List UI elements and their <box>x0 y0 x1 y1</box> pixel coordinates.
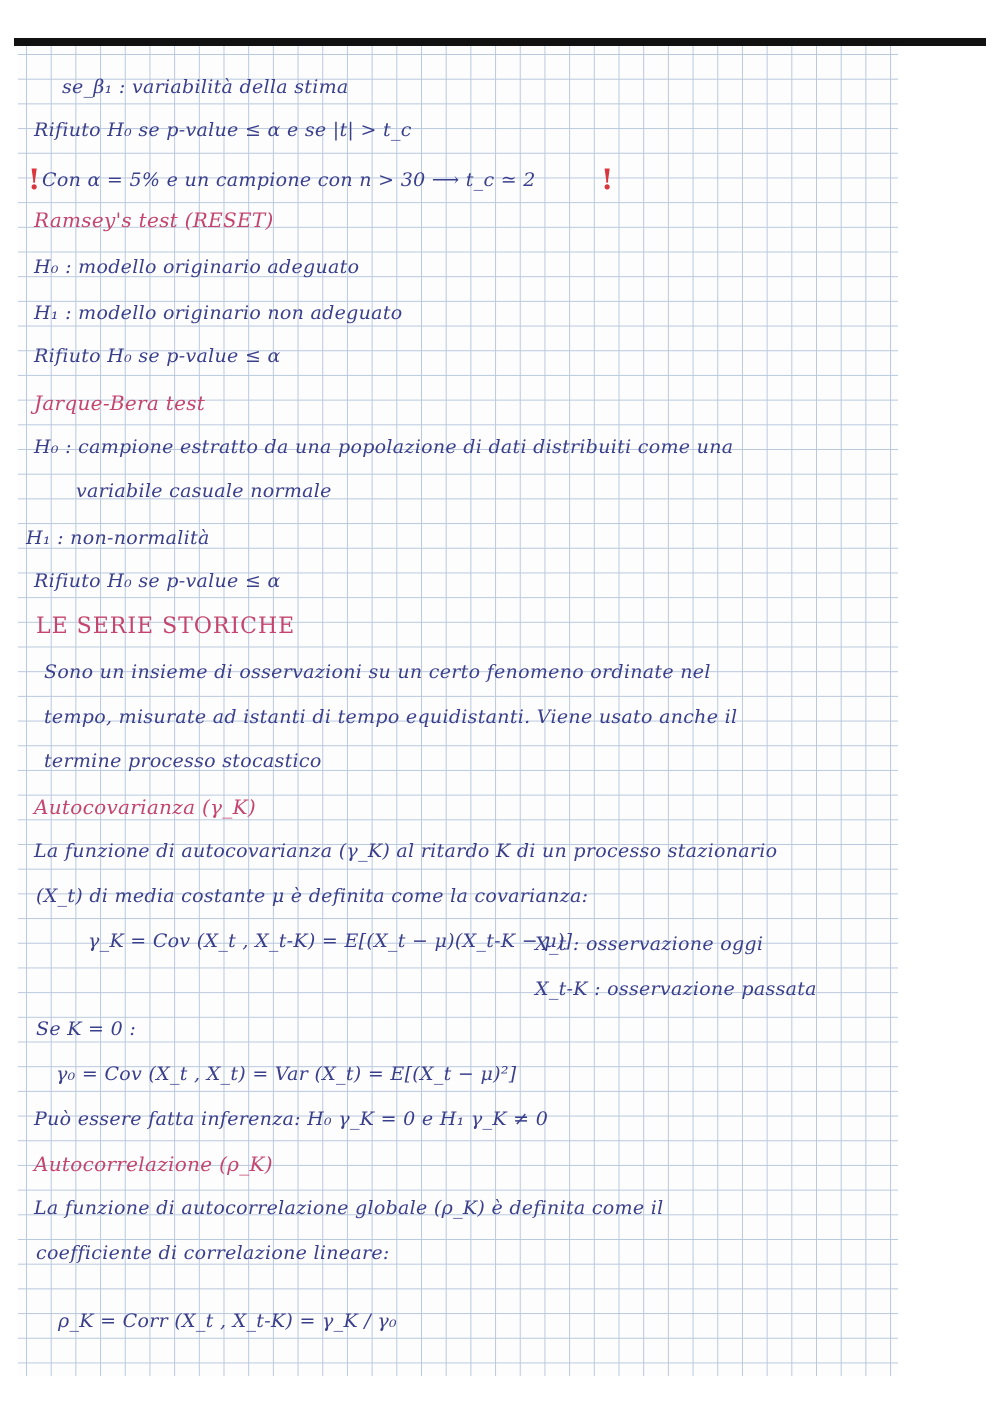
heading-autocovarianza: Autocovarianza (γ_K) <box>34 795 256 819</box>
page-top-border <box>14 38 986 46</box>
formula-autocovarianza: γ_K = Cov (X_t , X_t-K) = E[(X_t − μ)(X_t-K − μ)] <box>88 930 573 952</box>
heading-jarque-bera: Jarque-Bera test <box>34 391 206 415</box>
exclamation-mark-left: ! <box>28 163 41 196</box>
note-line-autocov-def-1: La funzione di autocovarianza (γ_K) al ritardo K di un processo stazionario <box>34 840 778 862</box>
note-line-autocov-def-2: (X_t) di media costante μ è definita come la covarianza: <box>36 885 589 907</box>
heading-autocorrelazione: Autocorrelazione (ρ_K) <box>34 1152 273 1176</box>
note-xt-k-passata: X_t-K : osservazione passata <box>535 978 817 1000</box>
note-line-ramsey-h0: H₀ : modello originario adeguato <box>34 256 360 278</box>
note-line-std-error: se_β₁ : variabilità della stima <box>62 76 349 98</box>
note-xt-oggi: X_t : osservazione oggi <box>535 933 764 955</box>
note-line-autocorr-def-2: coefficiente di correlazione lineare: <box>36 1242 390 1264</box>
note-line-ramsey-h1: H₁ : modello originario non adeguato <box>34 302 403 324</box>
formula-autocorrelazione: ρ_K = Corr (X_t , X_t-K) = γ_K / γ₀ <box>58 1310 397 1332</box>
page-bottom-margin <box>0 1376 1000 1415</box>
note-line-critical-value: Con α = 5% e un campione con n > 30 ⟶ t_c ≃ 2 <box>42 169 536 191</box>
note-line-se-k-zero: Se K = 0 : <box>36 1018 137 1040</box>
exclamation-mark-right: ! <box>601 163 614 196</box>
page-right-margin <box>898 46 1000 1415</box>
note-line-reject-t: Rifiuto H₀ se p-value ≤ α e se |t| > t_c <box>34 119 412 141</box>
note-line-serie-def-1: Sono un insieme di osservazioni su un certo fenomeno ordinate nel <box>44 661 711 683</box>
note-line-ramsey-reject: Rifiuto H₀ se p-value ≤ α <box>34 345 281 367</box>
formula-gamma-zero: γ₀ = Cov (X_t , X_t) = Var (X_t) = E[(X_t − μ)²] <box>56 1063 517 1085</box>
note-line-serie-def-2: tempo, misurate ad istanti di tempo equidistanti. Viene usato anche il <box>44 706 738 728</box>
heading-serie-storiche: LE SERIE STORICHE <box>36 614 296 639</box>
note-line-jb-h0: H₀ : campione estratto da una popolazione di dati distribuiti come una <box>34 436 734 458</box>
note-line-jb-reject: Rifiuto H₀ se p-value ≤ α <box>34 570 281 592</box>
note-line-autocorr-def-1: La funzione di autocorrelazione globale (ρ_K) è definita come il <box>34 1197 664 1219</box>
note-line-inferenza: Può essere fatta inferenza: H₀ γ_K = 0 e H₁ γ_K ≠ 0 <box>34 1108 549 1130</box>
note-line-jb-h0-cont: variabile casuale normale <box>76 480 332 502</box>
note-line-serie-def-3: termine processo stocastico <box>44 750 322 772</box>
heading-ramsey-test: Ramsey's test (RESET) <box>34 208 274 232</box>
note-line-jb-h1: H₁ : non-normalità <box>26 527 210 549</box>
